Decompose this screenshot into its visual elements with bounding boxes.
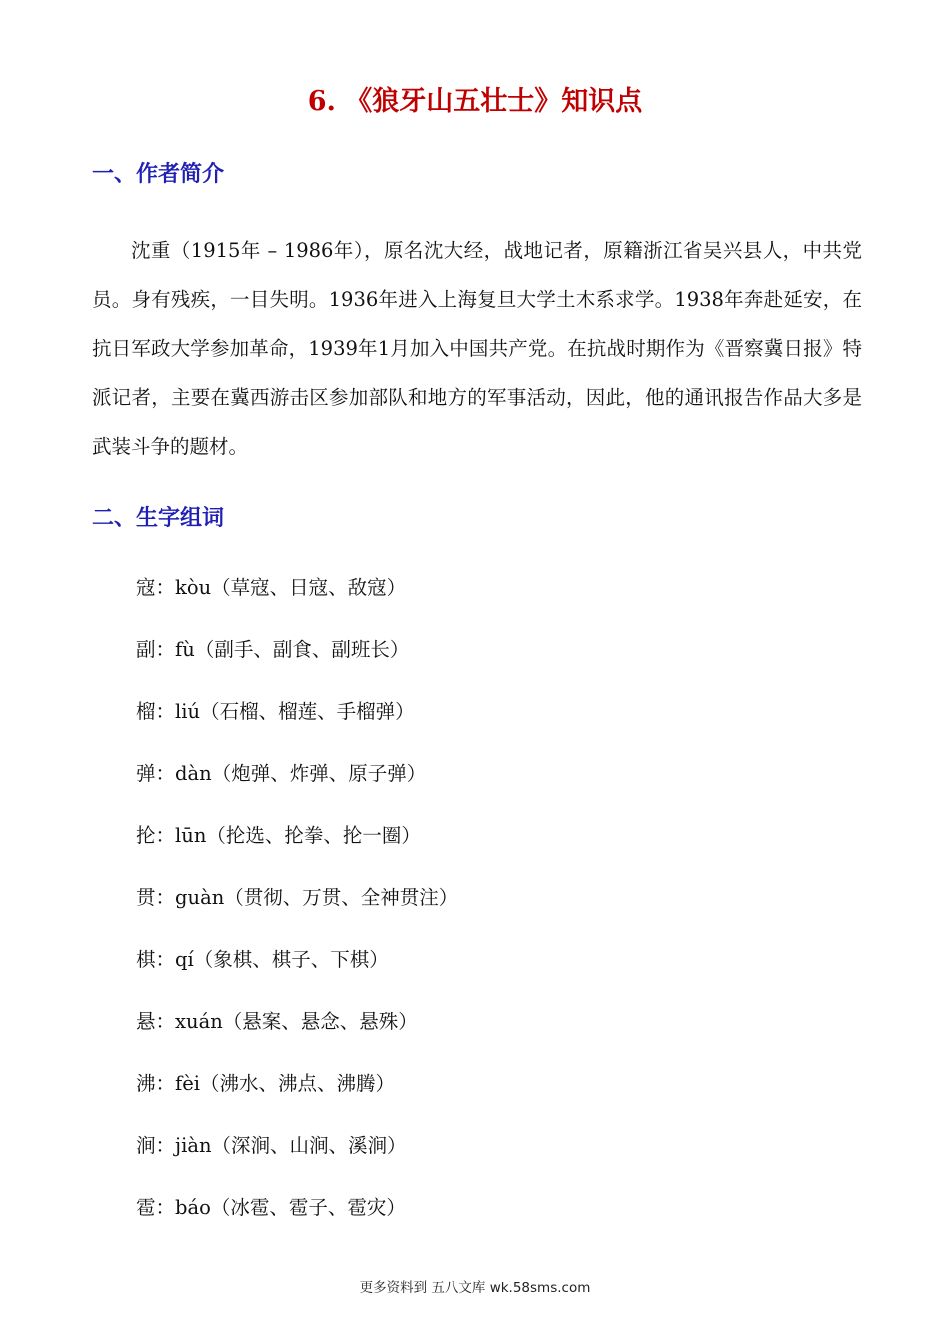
vocab-char: 抡 [136, 824, 156, 847]
vocab-words: （抡选、抡拳、抡一圈） [206, 824, 421, 847]
vocab-words: （炮弹、炸弹、原子弹） [211, 762, 427, 785]
page-title: 6. 《狼牙山五壮士》知识点 [307, 86, 643, 117]
vocab-pinyin: xuán [175, 1010, 223, 1033]
vocab-words: （贯彻、万贯、全神贯注） [224, 886, 459, 909]
vocab-char: 雹 [136, 1196, 156, 1219]
vocab-pinyin: fèi [175, 1072, 201, 1095]
vocab-pinyin: báo [175, 1196, 211, 1219]
vocab-char: 副 [136, 638, 156, 661]
vocab-pinyin: qí [175, 948, 194, 971]
vocab-char: 棋 [136, 948, 156, 971]
vocab-char: 悬 [136, 1010, 156, 1033]
vocab-char: 寇 [136, 576, 156, 599]
vocab-pinyin: guàn [175, 886, 225, 909]
vocab-item: 涧：jiàn（深涧、山涧、溪涧） [136, 1134, 407, 1157]
vocab-pinyin: dàn [175, 762, 212, 785]
vocab-item: 寇：kòu（草寇、日寇、敌寇） [136, 576, 407, 599]
vocab-item: 榴：liú（石榴、榴莲、手榴弹） [136, 700, 415, 723]
vocab-item: 雹：báo（冰雹、雹子、雹灾） [136, 1196, 406, 1219]
vocab-char: 涧 [136, 1134, 156, 1157]
vocab-words: （草寇、日寇、敌寇） [211, 576, 407, 599]
vocab-char: 弹 [136, 762, 156, 785]
vocab-item: 悬：xuán（悬案、悬念、悬殊） [136, 1010, 418, 1033]
vocab-pinyin: kòu [175, 576, 212, 599]
vocab-words: （沸水、沸点、沸腾） [200, 1072, 396, 1095]
vocab-words: （石榴、榴莲、手榴弹） [200, 700, 415, 723]
vocab-item: 沸：fèi（沸水、沸点、沸腾） [136, 1072, 396, 1095]
vocabulary-list [136, 566, 458, 1248]
vocab-pinyin: fù [175, 638, 195, 661]
vocab-item: 抡：lūn（抡选、抡拳、抡一圈） [136, 824, 421, 847]
vocab-item: 副：fù（副手、副食、副班长） [136, 638, 410, 661]
vocab-item: 弹：dàn（炮弹、炸弹、原子弹） [136, 762, 427, 785]
vocab-words: （深涧、山涧、溪涧） [211, 1134, 407, 1157]
vocab-words: （副手、副食、副班长） [194, 638, 410, 661]
vocab-words: （象棋、棋子、下棋） [193, 948, 389, 971]
footer-watermark-text: 更多资料到 五八文库 wk.58sms.com [359, 1280, 591, 1296]
vocab-char: 贯 [136, 886, 156, 909]
vocab-pinyin: jiàn [175, 1134, 212, 1157]
vocab-words: （冰雹、雹子、雹灾） [210, 1196, 406, 1219]
vocab-char: 沸 [136, 1072, 156, 1095]
author-intro-paragraph: 沈重（1915年 – 1986年），原名沈大经，战地记者，原籍浙江省吴兴县人，中共党员。身有残疾，一目失明。1936年进入上海复旦大学土木系求学。1938年奔赴延安，在抗日军政大学参加革命，1939年1月加入中国共产党。在抗战时期作为《晋察冀日报》特派记者，主要在冀西游击区参加部队和地方的军事活动，因此，他的通讯报告作品大多是武装斗争的题材。 [92, 239, 862, 458]
vocab-char: 榴 [136, 700, 156, 723]
author-intro-heading: 一、作者简介 [92, 161, 225, 187]
vocab-pinyin: lūn [175, 824, 207, 847]
vocab-item: 棋：qí（象棋、棋子、下棋） [136, 948, 389, 971]
vocab-item: 贯：guàn（贯彻、万贯、全神贯注） [136, 886, 459, 909]
vocab-pinyin: liú [175, 700, 201, 723]
vocabulary-heading: 二、生字组词 [92, 505, 225, 531]
vocab-words: （悬案、悬念、悬殊） [222, 1010, 418, 1033]
